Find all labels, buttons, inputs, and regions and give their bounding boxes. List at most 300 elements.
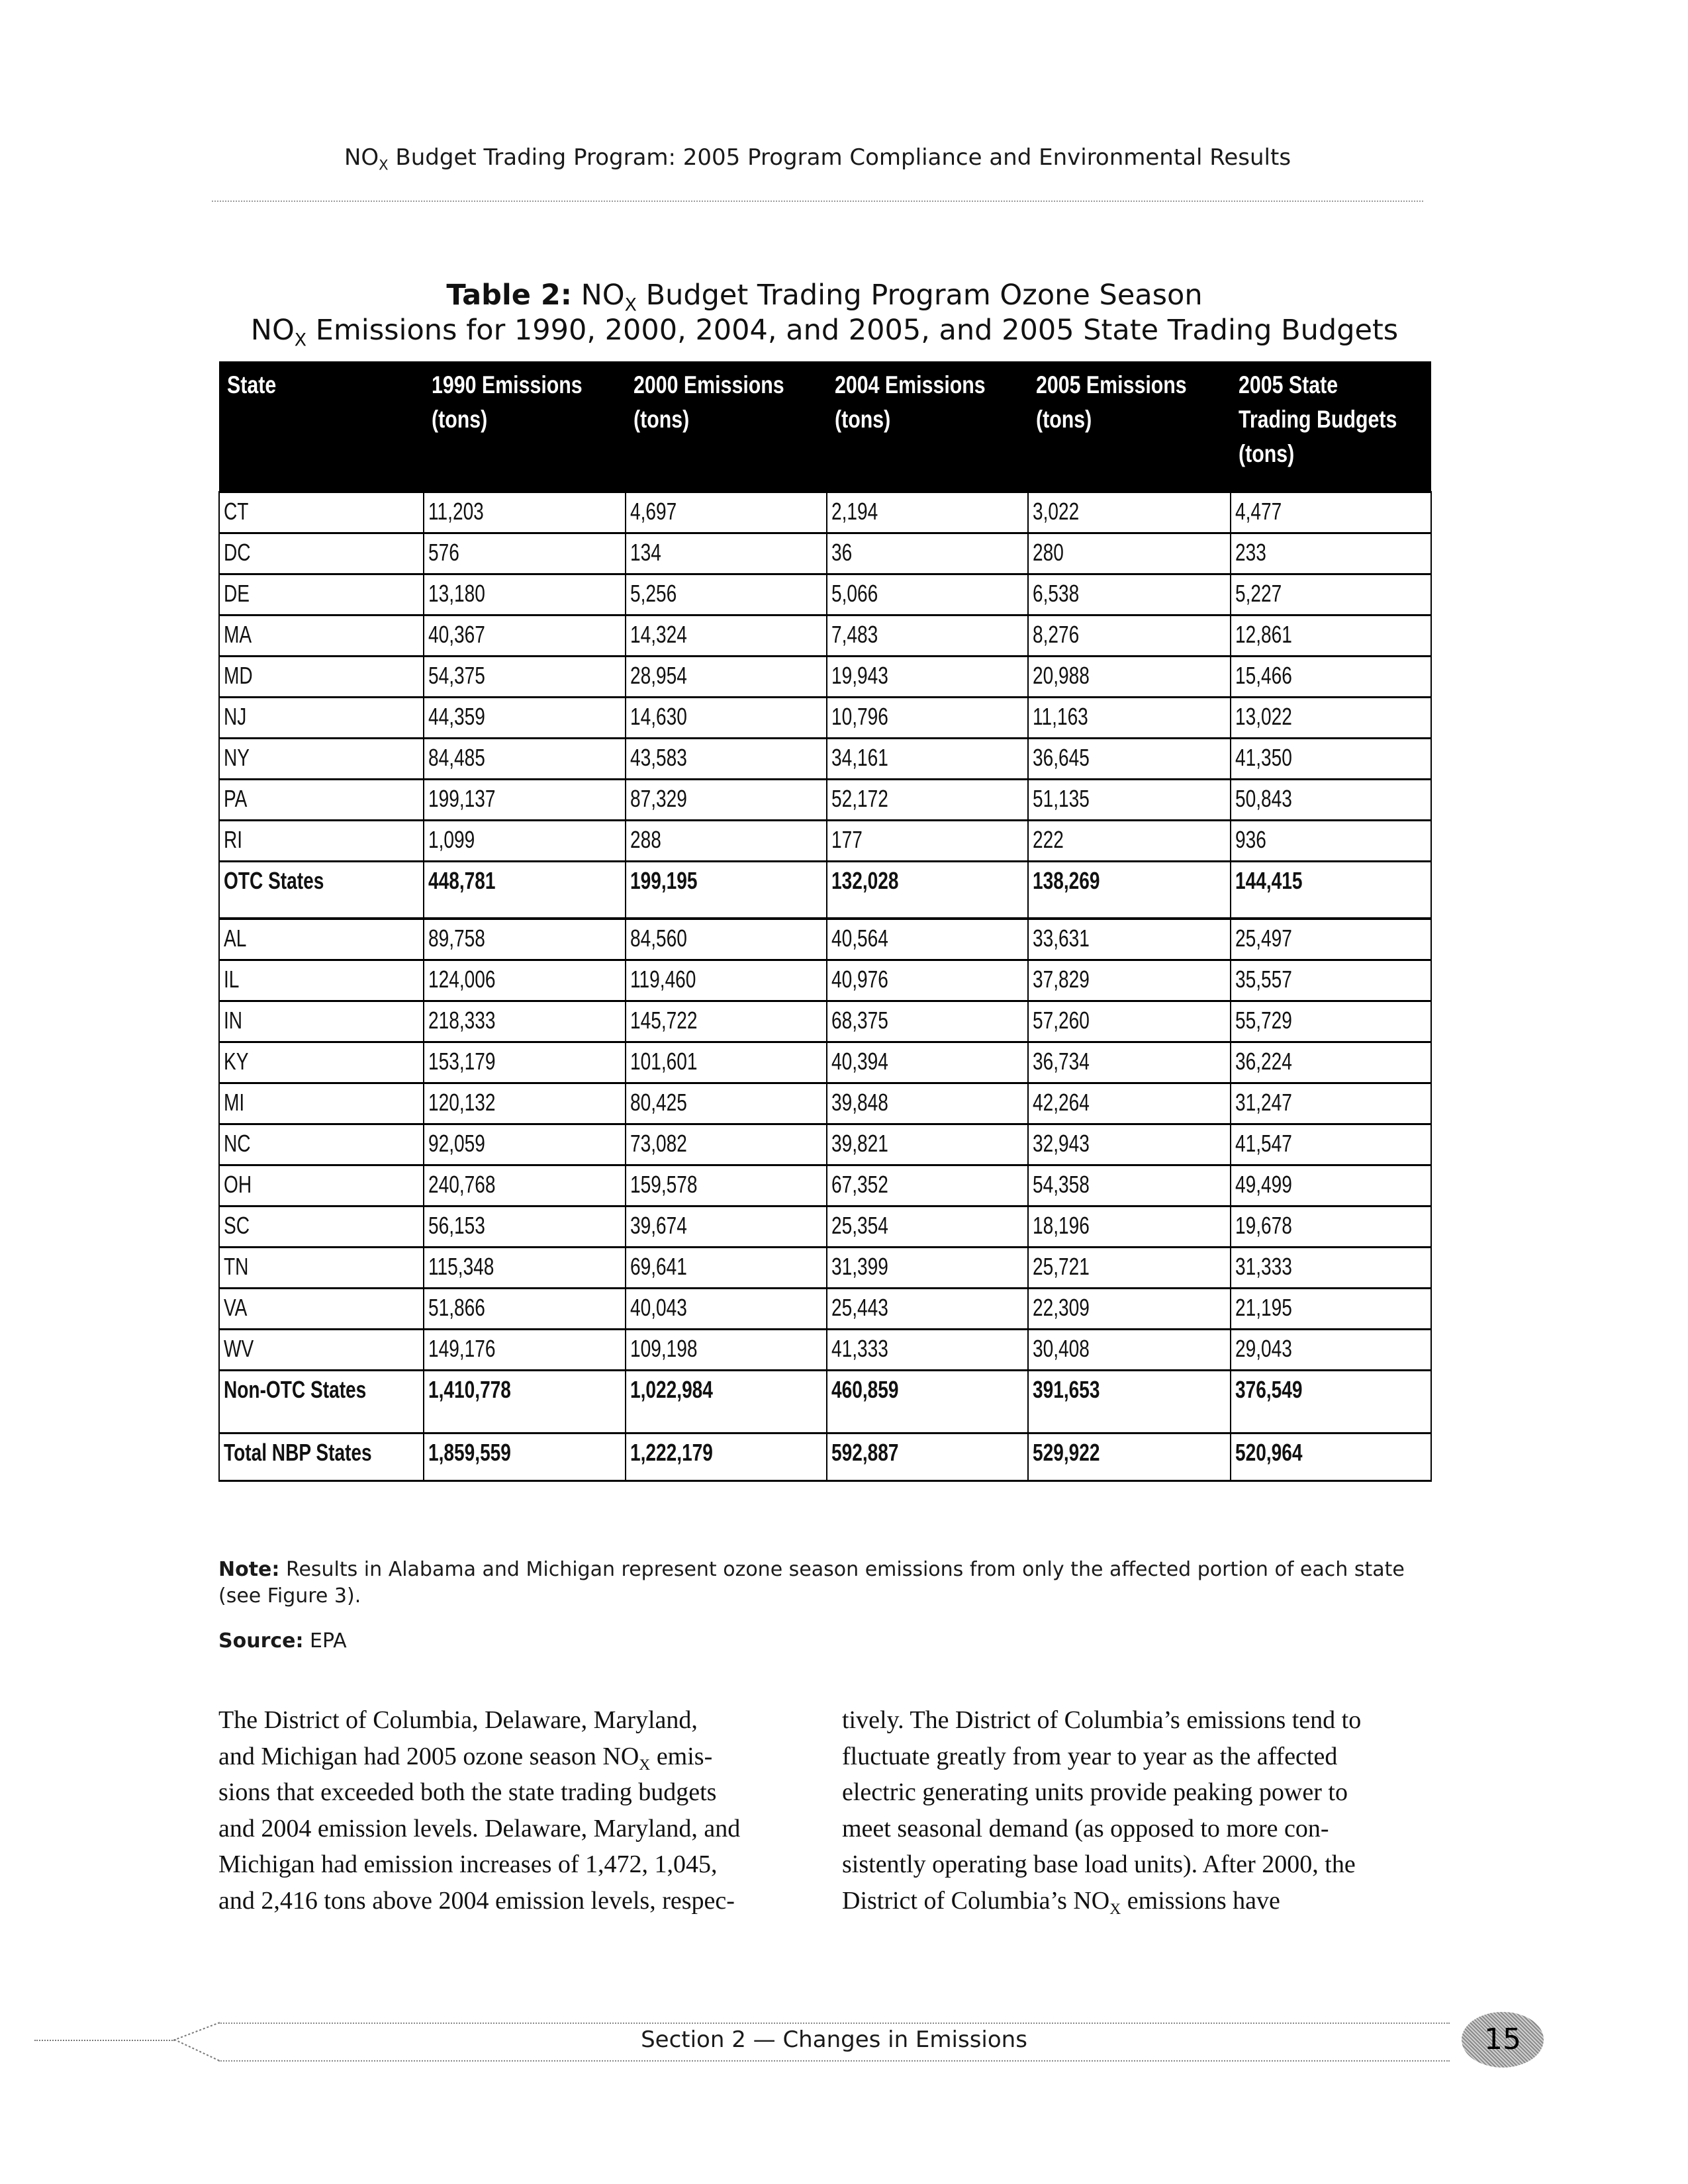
value-cell — [827, 1083, 1028, 1124]
value-cell — [827, 1247, 1028, 1288]
state-label: MA — [224, 620, 252, 648]
emission-value: 31,333 — [1235, 1252, 1292, 1280]
emission-value: 145,722 — [630, 1006, 698, 1034]
value-cell — [424, 861, 626, 919]
body-text-line: Michigan had emission increases of 1,472, 1,045, — [218, 1850, 718, 1878]
state-cell — [219, 656, 424, 697]
body-text-line: electric generating units provide peaking power to — [842, 1778, 1348, 1806]
value-cell — [626, 492, 827, 533]
state-label: MD — [224, 661, 253, 689]
emission-value: 199,137 — [428, 784, 496, 812]
value-cell — [827, 738, 1028, 779]
table-row — [219, 1083, 1431, 1124]
emission-value: 448,781 — [428, 866, 496, 894]
emission-value: 39,848 — [831, 1088, 888, 1116]
value-cell — [1028, 738, 1231, 779]
body-text-fragment: and Michigan had 2005 ozone season NO — [218, 1742, 639, 1770]
value-cell — [827, 960, 1028, 1001]
emission-value: 12,861 — [1235, 620, 1292, 648]
value-cell — [1231, 1247, 1431, 1288]
emission-value: 5,227 — [1235, 579, 1282, 607]
emission-value: 2,194 — [831, 497, 878, 525]
emission-value: 3,022 — [1033, 497, 1080, 525]
emission-value: 149,176 — [428, 1334, 496, 1362]
emission-value: 222 — [1033, 825, 1064, 853]
emission-value: 124,006 — [428, 965, 496, 993]
column-header-line: 1990 Emissions — [432, 371, 583, 398]
emission-value: 43,583 — [630, 743, 687, 771]
value-cell — [626, 1165, 827, 1206]
value-cell — [424, 1001, 626, 1042]
body-text-line: meet seasonal demand (as opposed to more con- — [842, 1814, 1329, 1843]
table-row — [219, 492, 1431, 533]
state-cell — [219, 1433, 424, 1480]
emission-value: 119,460 — [630, 965, 696, 993]
value-cell — [827, 533, 1028, 574]
emission-value: 14,630 — [630, 702, 687, 730]
state-cell — [219, 1124, 424, 1165]
emission-value: 218,333 — [428, 1006, 496, 1034]
value-cell — [1231, 1433, 1431, 1480]
emissions-table — [218, 361, 1432, 1482]
state-label: OH — [224, 1170, 252, 1198]
emission-value: 25,354 — [831, 1211, 888, 1239]
state-cell — [219, 615, 424, 656]
table-row — [219, 1124, 1431, 1165]
value-cell — [424, 1433, 626, 1480]
emission-value: 8,276 — [1033, 620, 1080, 648]
value-cell — [827, 861, 1028, 919]
value-cell — [1231, 861, 1431, 919]
body-text-fragment: X — [1109, 1900, 1121, 1918]
column-header — [1231, 361, 1431, 492]
value-cell — [827, 1042, 1028, 1083]
emission-value: 33,631 — [1033, 925, 1090, 952]
value-cell — [424, 919, 626, 960]
emission-value: 19,678 — [1235, 1211, 1292, 1239]
title-line2-subscript: X — [294, 330, 307, 351]
emission-value: 240,768 — [428, 1170, 496, 1198]
emission-value: 21,195 — [1235, 1293, 1292, 1321]
title-line1-subscript: X — [624, 295, 637, 316]
value-cell — [626, 960, 827, 1001]
value-cell — [424, 779, 626, 820]
emission-value: 520,964 — [1235, 1438, 1303, 1466]
state-label: IL — [224, 965, 240, 993]
value-cell — [424, 1247, 626, 1288]
emission-value: 35,557 — [1235, 965, 1292, 993]
state-label: TN — [224, 1252, 249, 1280]
emission-value: 936 — [1235, 825, 1266, 853]
emission-value: 30,408 — [1033, 1334, 1090, 1362]
emission-value: 5,066 — [831, 579, 878, 607]
column-header-line: (tons) — [835, 406, 891, 433]
value-cell — [424, 656, 626, 697]
emission-value: 177 — [831, 825, 863, 853]
emission-value: 28,954 — [630, 661, 687, 689]
emission-value: 31,399 — [831, 1252, 888, 1280]
value-cell — [827, 1370, 1028, 1433]
value-cell — [1231, 1165, 1431, 1206]
body-text-line — [842, 1883, 1431, 1919]
title-line2-prefix: NO — [250, 314, 295, 347]
state-cell — [219, 1042, 424, 1083]
body-text-fragment: emissions have — [1121, 1886, 1280, 1915]
state-cell — [219, 1370, 424, 1433]
column-header-line: (tons) — [633, 406, 690, 433]
table-row — [219, 1042, 1431, 1083]
value-cell — [1231, 960, 1431, 1001]
emission-value: 39,674 — [630, 1211, 687, 1239]
value-cell — [626, 919, 827, 960]
table-title — [218, 278, 1430, 351]
emission-value: 40,394 — [831, 1047, 888, 1075]
value-cell — [827, 1288, 1028, 1329]
emission-value: 92,059 — [428, 1129, 485, 1157]
footer-chevron-icon — [173, 2021, 221, 2062]
table-row — [219, 820, 1431, 861]
value-cell — [626, 615, 827, 656]
title-line2-suffix: Emissions for 1990, 2000, 2004, and 2005, and 2005 State Trading Budgets — [306, 314, 1399, 347]
table-row — [219, 738, 1431, 779]
column-header-line: (tons) — [432, 406, 488, 433]
emission-value: 1,099 — [428, 825, 475, 853]
value-cell — [424, 615, 626, 656]
running-header-prefix: NO — [344, 144, 379, 171]
value-cell — [626, 1370, 827, 1433]
emission-value: 15,466 — [1235, 661, 1292, 689]
value-cell — [1028, 820, 1231, 861]
state-cell — [219, 738, 424, 779]
value-cell — [1028, 492, 1231, 533]
body-text-fragment: X — [639, 1756, 651, 1774]
state-label: MI — [224, 1088, 245, 1116]
value-cell — [1028, 1165, 1231, 1206]
emission-value: 120,132 — [428, 1088, 496, 1116]
value-cell — [1028, 533, 1231, 574]
value-cell — [1231, 1124, 1431, 1165]
value-cell — [424, 1083, 626, 1124]
value-cell — [1028, 1433, 1231, 1480]
emission-value: 144,415 — [1235, 866, 1303, 894]
value-cell — [1231, 533, 1431, 574]
value-cell — [424, 1042, 626, 1083]
emission-value: 54,375 — [428, 661, 485, 689]
table-row — [219, 779, 1431, 820]
emission-value: 67,352 — [831, 1170, 888, 1198]
value-cell — [626, 861, 827, 919]
value-cell — [1231, 1001, 1431, 1042]
state-label: PA — [224, 784, 248, 812]
value-cell — [424, 960, 626, 1001]
value-cell — [827, 1124, 1028, 1165]
emission-value: 288 — [630, 825, 661, 853]
value-cell — [1231, 492, 1431, 533]
column-header-line: 2000 Emissions — [633, 371, 784, 398]
emission-value: 6,538 — [1033, 579, 1080, 607]
emission-value: 31,247 — [1235, 1088, 1292, 1116]
value-cell — [424, 533, 626, 574]
emission-value: 44,359 — [428, 702, 485, 730]
emission-value: 1,222,179 — [630, 1438, 713, 1466]
body-text-left-column — [218, 1702, 808, 1919]
value-cell — [1231, 1329, 1431, 1370]
emission-value: 32,943 — [1033, 1129, 1090, 1157]
table-row — [219, 919, 1431, 960]
emission-value: 89,758 — [428, 925, 485, 952]
source-text: EPA — [303, 1629, 347, 1653]
emission-value: 11,163 — [1033, 702, 1088, 730]
table-source — [218, 1628, 347, 1655]
state-label: CT — [224, 497, 249, 525]
table-note — [218, 1557, 1430, 1610]
emission-value: 376,549 — [1235, 1375, 1303, 1403]
value-cell — [827, 615, 1028, 656]
state-cell — [219, 960, 424, 1001]
table-row — [219, 1001, 1431, 1042]
footer-top-rule — [218, 2023, 1450, 2024]
state-label: RI — [224, 825, 243, 853]
state-label: KY — [224, 1047, 249, 1075]
value-cell — [1231, 1206, 1431, 1247]
column-header-line: (tons) — [1239, 440, 1295, 467]
value-cell — [827, 1165, 1028, 1206]
value-cell — [1028, 1329, 1231, 1370]
emission-value: 40,043 — [630, 1293, 687, 1321]
state-cell — [219, 574, 424, 615]
state-label: Total NBP States — [224, 1438, 372, 1466]
emission-value: 529,922 — [1033, 1438, 1100, 1466]
column-header — [424, 361, 626, 492]
value-cell — [626, 656, 827, 697]
column-header — [626, 361, 827, 492]
title-line1-suffix: Budget Trading Program Ozone Season — [636, 279, 1203, 312]
value-cell — [827, 779, 1028, 820]
value-cell — [626, 1288, 827, 1329]
emission-value: 576 — [428, 538, 459, 566]
value-cell — [1231, 656, 1431, 697]
value-cell — [424, 697, 626, 738]
table-row — [219, 1165, 1431, 1206]
value-cell — [827, 574, 1028, 615]
value-cell — [1231, 820, 1431, 861]
value-cell — [1231, 1288, 1431, 1329]
column-header-line: State — [227, 371, 277, 398]
value-cell — [827, 1001, 1028, 1042]
value-cell — [1028, 1288, 1231, 1329]
page-number-badge: 15 — [1462, 2012, 1544, 2068]
column-header — [827, 361, 1028, 492]
value-cell — [626, 1042, 827, 1083]
table-title-line-2 — [218, 313, 1430, 351]
state-cell — [219, 1083, 424, 1124]
table-row — [219, 1206, 1431, 1247]
column-header-line: 2004 Emissions — [835, 371, 986, 398]
note-label: Note: — [218, 1558, 280, 1581]
value-cell — [424, 1165, 626, 1206]
value-cell — [1028, 615, 1231, 656]
emission-value: 13,180 — [428, 579, 485, 607]
state-label: VA — [224, 1293, 248, 1321]
value-cell — [424, 574, 626, 615]
value-cell — [1028, 861, 1231, 919]
emission-value: 5,256 — [630, 579, 677, 607]
table-title-line-1 — [218, 278, 1430, 316]
value-cell — [1028, 1001, 1231, 1042]
value-cell — [626, 1329, 827, 1370]
emission-value: 25,721 — [1033, 1252, 1090, 1280]
state-cell — [219, 861, 424, 919]
state-cell — [219, 919, 424, 960]
footer-stem-rule — [34, 2040, 175, 2041]
emission-value: 132,028 — [831, 866, 899, 894]
value-cell — [626, 779, 827, 820]
value-cell — [424, 738, 626, 779]
value-cell — [626, 697, 827, 738]
emission-value: 40,976 — [831, 965, 888, 993]
running-header-suffix: Budget Trading Program: 2005 Program Compliance and Environmental Results — [388, 144, 1291, 171]
body-text-fragment: emis- — [650, 1742, 713, 1770]
emission-value: 7,483 — [831, 620, 878, 648]
value-cell — [424, 1370, 626, 1433]
table-row — [219, 960, 1431, 1001]
footer-bottom-rule — [218, 2060, 1450, 2062]
value-cell — [827, 1206, 1028, 1247]
emission-value: 39,821 — [831, 1129, 888, 1157]
state-label: OTC States — [224, 866, 324, 894]
state-label: IN — [224, 1006, 243, 1034]
state-cell — [219, 1329, 424, 1370]
emission-value: 22,309 — [1033, 1293, 1090, 1321]
table-row — [219, 615, 1431, 656]
value-cell — [424, 1124, 626, 1165]
emission-value: 13,022 — [1235, 702, 1292, 730]
state-cell — [219, 1165, 424, 1206]
body-text-line: and 2004 emission levels. Delaware, Maryland, and — [218, 1814, 741, 1843]
emission-value: 68,375 — [831, 1006, 888, 1034]
emission-value: 1,022,984 — [630, 1375, 713, 1403]
body-text-line: sions that exceeded both the state trading budgets — [218, 1778, 717, 1806]
value-cell — [626, 738, 827, 779]
table-row — [219, 656, 1431, 697]
state-cell — [219, 1288, 424, 1329]
emission-value: 4,697 — [630, 497, 677, 525]
emission-value: 233 — [1235, 538, 1266, 566]
emission-value: 80,425 — [630, 1088, 687, 1116]
value-cell — [827, 1433, 1028, 1480]
table-header-row — [219, 361, 1431, 492]
value-cell — [1231, 779, 1431, 820]
value-cell — [827, 656, 1028, 697]
emission-value: 51,135 — [1033, 784, 1090, 812]
emission-value: 42,264 — [1033, 1088, 1090, 1116]
table-title-label: Table 2: — [446, 279, 572, 312]
body-text-line: The District of Columbia, Delaware, Maryland, — [218, 1706, 698, 1734]
emission-value: 391,653 — [1033, 1375, 1100, 1403]
state-cell — [219, 533, 424, 574]
value-cell — [1231, 574, 1431, 615]
state-label: DC — [224, 538, 251, 566]
emission-value: 592,887 — [831, 1438, 899, 1466]
value-cell — [626, 1124, 827, 1165]
emission-value: 1,859,559 — [428, 1438, 511, 1466]
value-cell — [626, 1001, 827, 1042]
body-text-right-column — [842, 1702, 1431, 1919]
state-cell — [219, 779, 424, 820]
emission-value: 41,547 — [1235, 1129, 1292, 1157]
state-cell — [219, 1001, 424, 1042]
state-cell — [219, 1206, 424, 1247]
emission-value: 134 — [630, 538, 661, 566]
value-cell — [827, 820, 1028, 861]
title-line1-prefix: NO — [571, 279, 625, 312]
emission-value: 36,734 — [1033, 1047, 1090, 1075]
emission-value: 199,195 — [630, 866, 698, 894]
value-cell — [1028, 960, 1231, 1001]
state-label: NC — [224, 1129, 251, 1157]
emission-value: 40,367 — [428, 620, 485, 648]
table-row — [219, 697, 1431, 738]
value-cell — [1028, 1083, 1231, 1124]
column-header — [219, 361, 424, 492]
emission-value: 1,410,778 — [428, 1375, 511, 1403]
value-cell — [1231, 1370, 1431, 1433]
value-cell — [1028, 656, 1231, 697]
state-cell — [219, 697, 424, 738]
state-label: WV — [224, 1334, 254, 1362]
emission-value: 10,796 — [831, 702, 888, 730]
table-row — [219, 574, 1431, 615]
value-cell — [1028, 1042, 1231, 1083]
column-header-line: Trading Budgets — [1239, 406, 1397, 433]
emission-value: 19,943 — [831, 661, 888, 689]
value-cell — [626, 1206, 827, 1247]
value-cell — [1028, 919, 1231, 960]
value-cell — [424, 1288, 626, 1329]
grand-total-row — [219, 1433, 1431, 1480]
emission-value: 460,859 — [831, 1375, 899, 1403]
emission-value: 37,829 — [1033, 965, 1090, 993]
column-header-line: 2005 Emissions — [1036, 371, 1187, 398]
body-text-line — [218, 1739, 808, 1775]
emission-value: 41,350 — [1235, 743, 1292, 771]
emission-value: 50,843 — [1235, 784, 1292, 812]
value-cell — [626, 1083, 827, 1124]
emission-value: 14,324 — [630, 620, 687, 648]
value-cell — [827, 697, 1028, 738]
body-text-fragment: District of Columbia’s NO — [842, 1886, 1110, 1915]
emission-value: 11,203 — [428, 497, 484, 525]
state-cell — [219, 820, 424, 861]
body-text-line: fluctuate greatly from year to year as the affected — [842, 1742, 1338, 1770]
value-cell — [424, 1206, 626, 1247]
emission-value: 55,729 — [1235, 1006, 1292, 1034]
state-label: DE — [224, 579, 250, 607]
emission-value: 138,269 — [1033, 866, 1100, 894]
state-cell — [219, 1247, 424, 1288]
state-label: NJ — [224, 702, 247, 730]
value-cell — [1231, 697, 1431, 738]
emission-value: 84,485 — [428, 743, 485, 771]
emission-value: 87,329 — [630, 784, 687, 812]
value-cell — [1028, 1370, 1231, 1433]
emission-value: 36 — [831, 538, 853, 566]
emission-value: 25,443 — [831, 1293, 888, 1321]
emission-value: 41,333 — [831, 1334, 888, 1362]
footer-section-title: Section 2 — Changes in Emissions — [641, 2026, 1027, 2053]
emission-value: 73,082 — [630, 1129, 687, 1157]
emission-value: 280 — [1033, 538, 1064, 566]
